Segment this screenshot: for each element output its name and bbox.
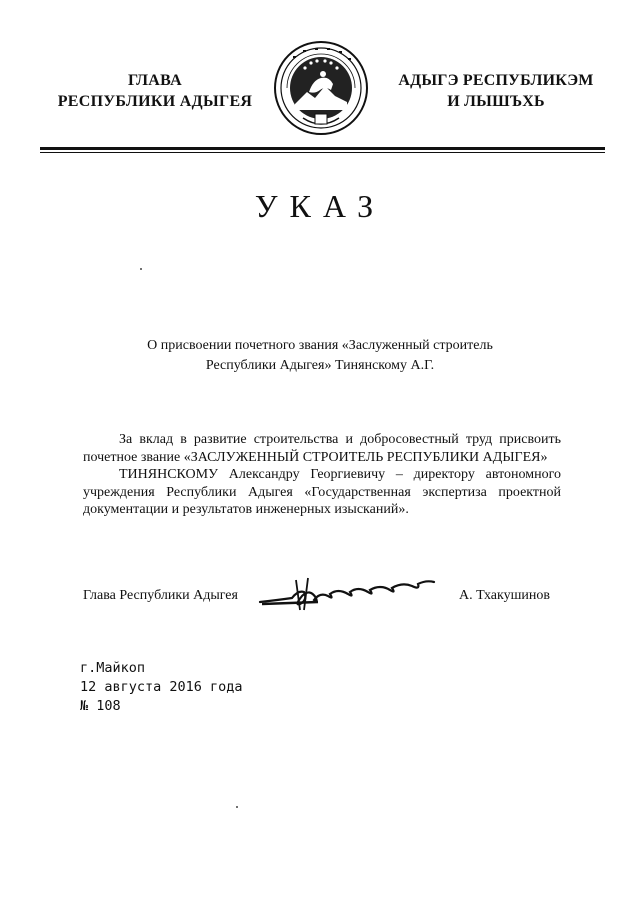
subject-line2: Республики Адыгея» Тинянскому А.Г.: [205, 358, 435, 373]
handwritten-signature-icon: [258, 570, 438, 614]
decree-city: г.Майкоп: [80, 660, 146, 676]
scan-speck: [236, 806, 238, 808]
signatory-name: А. Тхакушинов: [459, 588, 550, 603]
header-right-line2: И ЛЫШЪХЬ: [447, 93, 545, 110]
body-paragraph-1: За вклад в развитие строительства и добросовестный труд присвоить почетное звание «ЗАСЛУЖЕННЫЙ СТРОИТЕЛЬ РЕСПУБЛИКИ АДЫГЕЯ»: [83, 432, 561, 465]
header-right-block: [384, 70, 608, 112]
decree-meta: [80, 659, 243, 716]
document-title: УКАЗ: [254, 188, 386, 224]
header-divider-thick: [40, 147, 605, 150]
header-left-line2: РЕСПУБЛИКИ АДЫГЕЯ: [57, 93, 253, 110]
coat-of-arms-icon: [273, 40, 369, 136]
header-left-block: [40, 70, 270, 112]
header-left-line1: ГЛАВА: [128, 72, 182, 89]
header-right-line1: АДЫГЭ РЕСПУБЛИКЭМ: [398, 72, 594, 89]
subject-line1: О присвоении почетного звания «Заслуженный строитель: [147, 338, 493, 353]
scan-speck: [140, 268, 142, 270]
decree-date: 12 августа 2016 года: [80, 679, 243, 695]
decree-number: № 108: [80, 698, 121, 714]
decree-body: [83, 431, 561, 519]
signatory-title: Глава Республики Адыгея: [83, 588, 238, 603]
body-paragraph-2: ТИНЯНСКОМУ Александру Георгиевичу – директору автономного учреждения Республики Адыгея «Государственная экспертиза проектной документации и результатов инженерных изысканий».: [83, 467, 561, 517]
decree-subject: [90, 336, 550, 376]
header-divider-thin: [40, 152, 605, 153]
